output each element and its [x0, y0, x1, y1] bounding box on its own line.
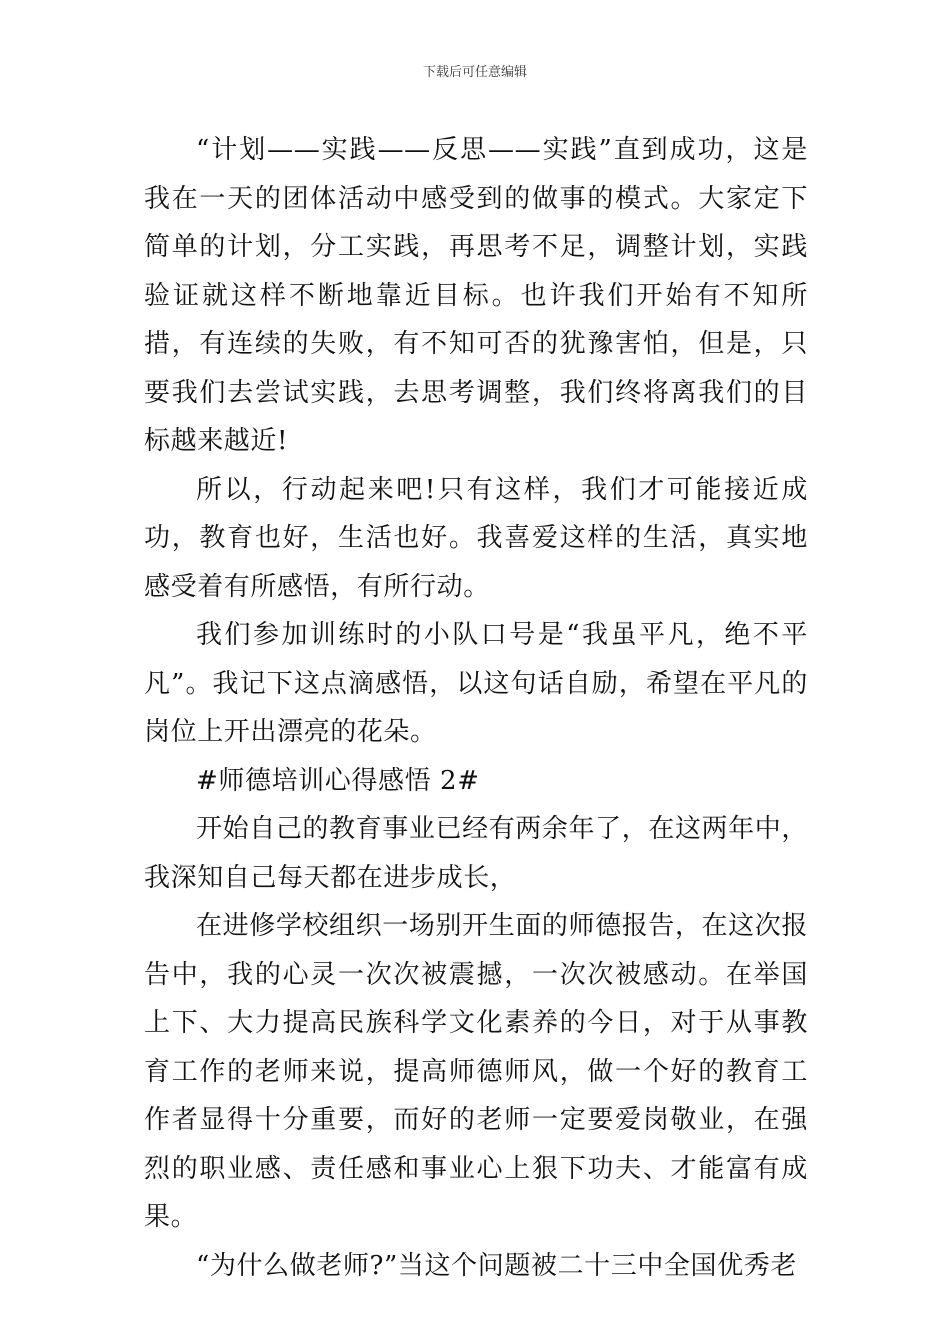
paragraph-6: “为什么做老师?”当这个问题被二十三中全国优秀老	[196, 1250, 797, 1281]
paragraph-3: 我们参加训练时的小队口号是“我虽平凡，绝不平凡”。我记下这点滴感悟，以这句话自励，希望在平凡的岗位上开出漂亮的花朵。	[144, 620, 808, 747]
page-header: 下载后可任意编辑	[422, 65, 527, 80]
section-heading: #师德培训心得感悟 2#	[196, 765, 480, 796]
document-body	[144, 126, 808, 1290]
paragraph-5: 在进修学校组织一场别开生面的师德报告，在这次报告中，我的心灵一次次被震撼，一次次被感动。在举国上下、大力提高民族科学文化素养的今日，对于从事教育工作的老师来说，提高师德师风，做一个好的教育工作者显得十分重要，而好的老师一定要爱岗敬业，在强烈的职业感、责任感和事业心上狠下功夫、才能富有成果。	[144, 911, 808, 1232]
paragraph-1: “计划——实践——反思——实践”直到成功，这是我在一天的团体活动中感受到的做事的模式。大家定下简单的计划，分工实践，再思考不足，调整计划，实践验证就这样不断地靠近目标。也许我们开始有不知所措，有连续的失败，有不知可否的犹豫害怕，但是，只要我们去尝试实践，去思考调整，我们终将离我们的目标越来越近!	[144, 135, 808, 456]
paragraph-2: 所以，行动起来吧!只有这样，我们才可能接近成功，教育也好，生活也好。我喜爱这样的生活，真实地感受着有所感悟，有所行动。	[144, 474, 808, 602]
paragraph-4: 开始自己的教育事业已经有两余年了，在这两年中，我深知自己每天都在进步成长，	[144, 814, 808, 893]
